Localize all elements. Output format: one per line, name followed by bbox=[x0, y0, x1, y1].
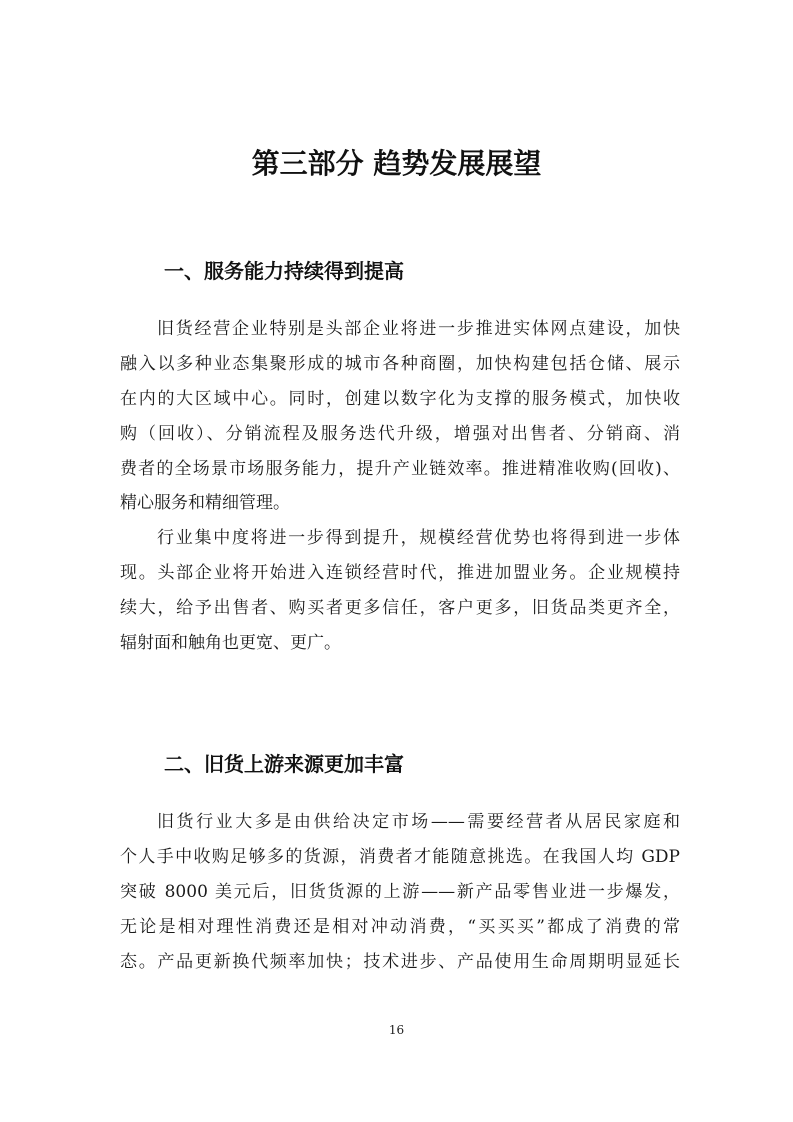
text-line: 行业集中度将进一步得到提升，规模经营优势也将得到进一步体 bbox=[157, 528, 680, 549]
text-line: 在内的大区域中心。同时，创建以数字化为支撑的服务模式，加快收 bbox=[120, 388, 680, 409]
text-line: 融入以多种业态集聚形成的城市各种商圈，加快构建包括仓储、展示 bbox=[120, 353, 680, 374]
section-2-body bbox=[120, 805, 680, 979]
section-heading-1: 一、服务能力持续得到提高 bbox=[164, 259, 404, 283]
page-number: 16 bbox=[388, 1023, 405, 1037]
text-line: 费者的全场景市场服务能力，提升产业链效率。推进精准收购(回收)、 bbox=[120, 458, 680, 479]
text-line: 续大，给予出售者、购买者更多信任，客户更多，旧货品类更齐全， bbox=[120, 598, 680, 619]
text-line: 现。头部企业将开始进入连锁经营时代，推进加盟业务。企业规模持 bbox=[120, 563, 680, 584]
page-title: 第三部分 趋势发展展望 bbox=[251, 147, 542, 180]
paragraph bbox=[120, 805, 680, 979]
text-line: 旧货经营企业特别是头部企业将进一步推进实体网点建设，加快 bbox=[157, 319, 680, 339]
text-line: 购（回收）、分销流程及服务迭代升级，增强对出售者、分销商、消 bbox=[120, 423, 680, 444]
text-line: 精心服务和精细管理。 bbox=[120, 493, 290, 514]
text-line: 旧货行业大多是由供给决定市场——需要经营者从居民家庭和 bbox=[157, 812, 680, 832]
text-line: 无论是相对理性消费还是相对冲动消费，“买买买”都成了消费的常 bbox=[120, 916, 680, 937]
text-line: 个人手中收购足够多的货源，消费者才能随意挑选。在我国人均 GDP bbox=[120, 846, 680, 867]
paragraph bbox=[120, 312, 680, 521]
section-heading-2: 二、旧货上游来源更加丰富 bbox=[164, 752, 404, 776]
text-line: 突破 8000 美元后，旧货货源的上游——新产品零售业进一步爆发， bbox=[120, 881, 680, 902]
text-line: 态。产品更新换代频率加快；技术进步、产品使用生命周期明显延长 bbox=[120, 951, 680, 972]
text-line: 辐射面和触角也更宽、更广。 bbox=[120, 633, 341, 654]
section-1-body bbox=[120, 312, 680, 661]
paragraph bbox=[120, 521, 680, 661]
